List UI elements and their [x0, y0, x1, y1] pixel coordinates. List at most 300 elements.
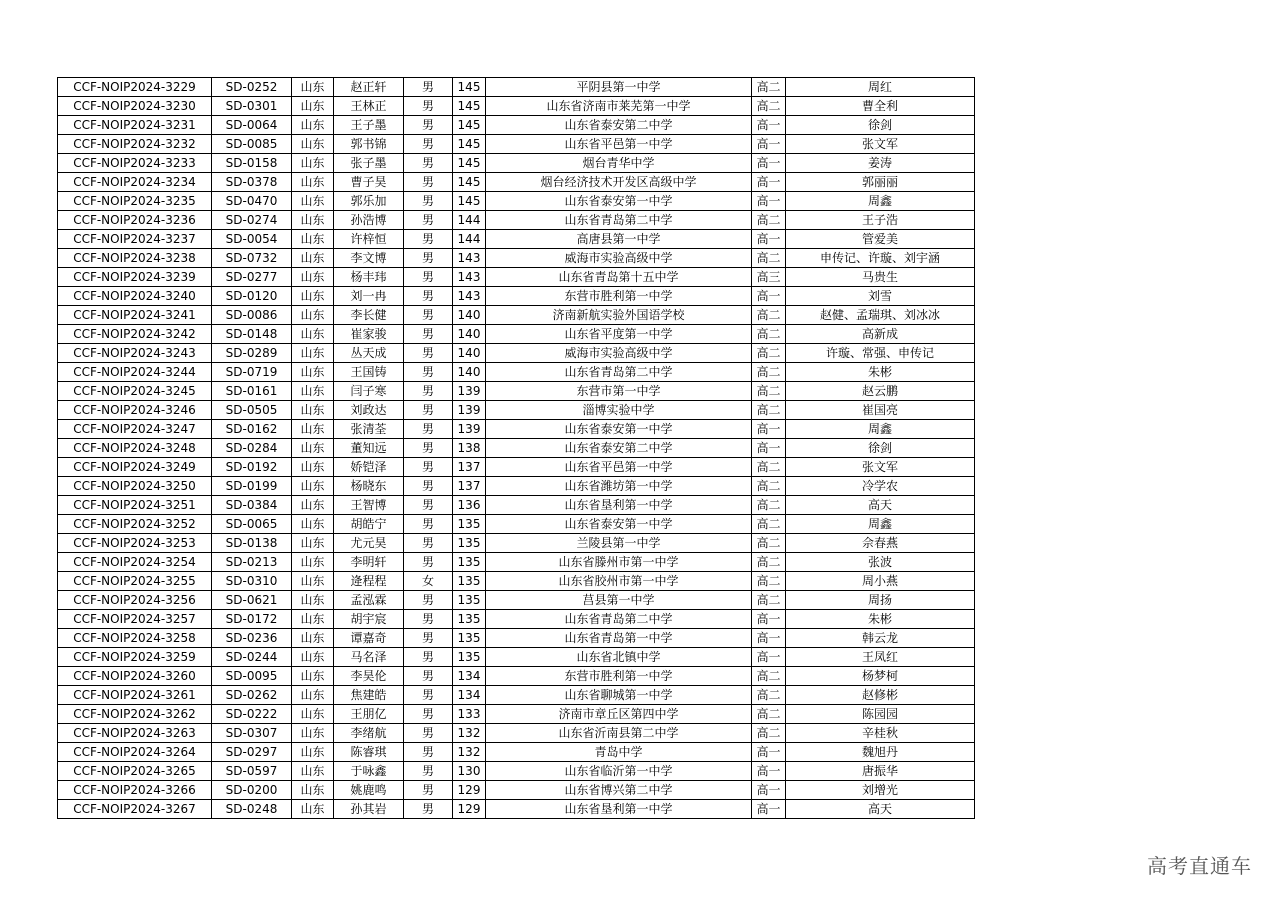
cell-school: 山东省平度第一中学 — [486, 325, 752, 344]
cell-exam-id: SD-0732 — [212, 249, 292, 268]
cell-province: 山东 — [292, 439, 334, 458]
cell-gender: 男 — [404, 154, 453, 173]
cell-grade: 高一 — [752, 800, 786, 819]
table-row — [58, 439, 975, 458]
cell-school: 烟台经济技术开发区高级中学 — [486, 173, 752, 192]
cell-province: 山东 — [292, 173, 334, 192]
cell-school: 山东省沂南县第二中学 — [486, 724, 752, 743]
cell-cert-id: CCF-NOIP2024-3238 — [58, 249, 212, 268]
cell-gender: 男 — [404, 705, 453, 724]
cell-grade: 高一 — [752, 135, 786, 154]
cell-coach: 张波 — [786, 553, 975, 572]
cell-grade: 高一 — [752, 743, 786, 762]
table-row — [58, 762, 975, 781]
cell-coach: 赵健、孟瑞琪、刘冰冰 — [786, 306, 975, 325]
cell-score: 132 — [453, 724, 486, 743]
cell-cert-id: CCF-NOIP2024-3254 — [58, 553, 212, 572]
cell-score: 137 — [453, 458, 486, 477]
cell-grade: 高二 — [752, 496, 786, 515]
cell-gender: 男 — [404, 211, 453, 230]
cell-school: 莒县第一中学 — [486, 591, 752, 610]
cell-score: 135 — [453, 648, 486, 667]
cell-province: 山东 — [292, 306, 334, 325]
cell-cert-id: CCF-NOIP2024-3258 — [58, 629, 212, 648]
cell-exam-id: SD-0120 — [212, 287, 292, 306]
cell-school: 山东省平邑第一中学 — [486, 135, 752, 154]
cell-gender: 男 — [404, 781, 453, 800]
cell-exam-id: SD-0158 — [212, 154, 292, 173]
cell-province: 山东 — [292, 458, 334, 477]
cell-coach: 周鑫 — [786, 192, 975, 211]
cell-coach: 杨梦柯 — [786, 667, 975, 686]
cell-school: 东营市胜利第一中学 — [486, 667, 752, 686]
cell-cert-id: CCF-NOIP2024-3262 — [58, 705, 212, 724]
cell-school: 山东省泰安第一中学 — [486, 192, 752, 211]
cell-score: 135 — [453, 610, 486, 629]
cell-cert-id: CCF-NOIP2024-3256 — [58, 591, 212, 610]
cell-school: 山东省泰安第一中学 — [486, 420, 752, 439]
watermark-text: 高考直通车 — [1147, 854, 1252, 878]
cell-exam-id: SD-0095 — [212, 667, 292, 686]
cell-coach: 高天 — [786, 800, 975, 819]
table-row — [58, 724, 975, 743]
cell-grade: 高二 — [752, 667, 786, 686]
cell-cert-id: CCF-NOIP2024-3264 — [58, 743, 212, 762]
cell-cert-id: CCF-NOIP2024-3263 — [58, 724, 212, 743]
cell-grade: 高一 — [752, 287, 786, 306]
cell-exam-id: SD-0307 — [212, 724, 292, 743]
cell-score: 139 — [453, 420, 486, 439]
cell-cert-id: CCF-NOIP2024-3248 — [58, 439, 212, 458]
cell-grade: 高一 — [752, 230, 786, 249]
cell-cert-id: CCF-NOIP2024-3252 — [58, 515, 212, 534]
cell-coach: 崔国亮 — [786, 401, 975, 420]
cell-cert-id: CCF-NOIP2024-3236 — [58, 211, 212, 230]
cell-school: 山东省北镇中学 — [486, 648, 752, 667]
cell-score: 143 — [453, 287, 486, 306]
cell-score: 134 — [453, 667, 486, 686]
cell-score: 133 — [453, 705, 486, 724]
cell-school: 烟台青华中学 — [486, 154, 752, 173]
cell-name: 刘政达 — [334, 401, 404, 420]
cell-exam-id: SD-0162 — [212, 420, 292, 439]
cell-coach: 管爱美 — [786, 230, 975, 249]
cell-gender: 男 — [404, 268, 453, 287]
cell-name: 曹子昊 — [334, 173, 404, 192]
cell-coach: 张文军 — [786, 135, 975, 154]
table-row — [58, 344, 975, 363]
cell-gender: 女 — [404, 572, 453, 591]
cell-gender: 男 — [404, 97, 453, 116]
cell-grade: 高二 — [752, 249, 786, 268]
cell-school: 高唐县第一中学 — [486, 230, 752, 249]
cell-cert-id: CCF-NOIP2024-3265 — [58, 762, 212, 781]
cell-exam-id: SD-0222 — [212, 705, 292, 724]
cell-grade: 高一 — [752, 762, 786, 781]
cell-name: 杨晓东 — [334, 477, 404, 496]
table-row — [58, 705, 975, 724]
cell-score: 144 — [453, 230, 486, 249]
cell-grade: 高二 — [752, 553, 786, 572]
table-row — [58, 477, 975, 496]
cell-province: 山东 — [292, 401, 334, 420]
cell-name: 郭书锦 — [334, 135, 404, 154]
cell-score: 134 — [453, 686, 486, 705]
table-row — [58, 154, 975, 173]
cell-cert-id: CCF-NOIP2024-3257 — [58, 610, 212, 629]
cell-coach: 魏旭丹 — [786, 743, 975, 762]
cell-exam-id: SD-0172 — [212, 610, 292, 629]
table-row — [58, 135, 975, 154]
cell-province: 山东 — [292, 287, 334, 306]
cell-coach: 冷学农 — [786, 477, 975, 496]
cell-gender: 男 — [404, 534, 453, 553]
cell-cert-id: CCF-NOIP2024-3246 — [58, 401, 212, 420]
cell-cert-id: CCF-NOIP2024-3261 — [58, 686, 212, 705]
cell-score: 145 — [453, 135, 486, 154]
cell-name: 逄程程 — [334, 572, 404, 591]
cell-exam-id: SD-0192 — [212, 458, 292, 477]
cell-name: 胡皓宁 — [334, 515, 404, 534]
table-body — [58, 78, 975, 819]
table-row — [58, 458, 975, 477]
cell-coach: 朱彬 — [786, 363, 975, 382]
cell-name: 李明轩 — [334, 553, 404, 572]
cell-gender: 男 — [404, 344, 453, 363]
cell-name: 姚鹿鸣 — [334, 781, 404, 800]
cell-score: 135 — [453, 629, 486, 648]
cell-name: 张清荃 — [334, 420, 404, 439]
table-row — [58, 78, 975, 97]
cell-score: 135 — [453, 515, 486, 534]
cell-score: 140 — [453, 325, 486, 344]
cell-cert-id: CCF-NOIP2024-3245 — [58, 382, 212, 401]
cell-school: 山东省青岛第一中学 — [486, 629, 752, 648]
cell-coach: 高新成 — [786, 325, 975, 344]
cell-cert-id: CCF-NOIP2024-3266 — [58, 781, 212, 800]
cell-gender: 男 — [404, 401, 453, 420]
cell-coach: 周扬 — [786, 591, 975, 610]
cell-province: 山东 — [292, 211, 334, 230]
cell-grade: 高二 — [752, 515, 786, 534]
cell-province: 山东 — [292, 515, 334, 534]
cell-gender: 男 — [404, 762, 453, 781]
cell-school: 济南市章丘区第四中学 — [486, 705, 752, 724]
cell-grade: 高二 — [752, 78, 786, 97]
cell-school: 山东省临沂第一中学 — [486, 762, 752, 781]
cell-name: 闫子寒 — [334, 382, 404, 401]
cell-province: 山东 — [292, 325, 334, 344]
cell-name: 杨丰玮 — [334, 268, 404, 287]
table-row — [58, 287, 975, 306]
cell-grade: 高三 — [752, 268, 786, 287]
cell-exam-id: SD-0054 — [212, 230, 292, 249]
cell-grade: 高一 — [752, 116, 786, 135]
cell-province: 山东 — [292, 591, 334, 610]
cell-coach: 朱彬 — [786, 610, 975, 629]
cell-grade: 高一 — [752, 648, 786, 667]
cell-school: 平阴县第一中学 — [486, 78, 752, 97]
table-row — [58, 325, 975, 344]
cell-name: 娇铠泽 — [334, 458, 404, 477]
cell-cert-id: CCF-NOIP2024-3255 — [58, 572, 212, 591]
cell-cert-id: CCF-NOIP2024-3241 — [58, 306, 212, 325]
cell-grade: 高二 — [752, 344, 786, 363]
cell-gender: 男 — [404, 648, 453, 667]
cell-exam-id: SD-0597 — [212, 762, 292, 781]
cell-name: 马名泽 — [334, 648, 404, 667]
cell-school: 山东省垦利第一中学 — [486, 800, 752, 819]
cell-gender: 男 — [404, 325, 453, 344]
cell-province: 山东 — [292, 192, 334, 211]
cell-grade: 高二 — [752, 705, 786, 724]
cell-province: 山东 — [292, 800, 334, 819]
cell-exam-id: SD-0289 — [212, 344, 292, 363]
cell-cert-id: CCF-NOIP2024-3267 — [58, 800, 212, 819]
cell-score: 137 — [453, 477, 486, 496]
cell-school: 山东省青岛第二中学 — [486, 610, 752, 629]
table-row — [58, 572, 975, 591]
cell-gender: 男 — [404, 439, 453, 458]
cell-grade: 高二 — [752, 325, 786, 344]
cell-province: 山东 — [292, 116, 334, 135]
cell-gender: 男 — [404, 610, 453, 629]
cell-name: 刘一冉 — [334, 287, 404, 306]
table-row — [58, 800, 975, 819]
cell-name: 崔家骏 — [334, 325, 404, 344]
cell-coach: 周红 — [786, 78, 975, 97]
cell-exam-id: SD-0274 — [212, 211, 292, 230]
cell-score: 140 — [453, 363, 486, 382]
cell-grade: 高二 — [752, 363, 786, 382]
cell-exam-id: SD-0064 — [212, 116, 292, 135]
cell-exam-id: SD-0284 — [212, 439, 292, 458]
cell-exam-id: SD-0200 — [212, 781, 292, 800]
cell-school: 青岛中学 — [486, 743, 752, 762]
table-row — [58, 420, 975, 439]
cell-cert-id: CCF-NOIP2024-3260 — [58, 667, 212, 686]
cell-coach: 唐振华 — [786, 762, 975, 781]
cell-province: 山东 — [292, 743, 334, 762]
cell-name: 许梓恒 — [334, 230, 404, 249]
cell-name: 尤元昊 — [334, 534, 404, 553]
cell-name: 胡宇宸 — [334, 610, 404, 629]
table-row — [58, 591, 975, 610]
cell-province: 山东 — [292, 420, 334, 439]
cell-score: 145 — [453, 97, 486, 116]
cell-gender: 男 — [404, 667, 453, 686]
cell-school: 山东省泰安第一中学 — [486, 515, 752, 534]
cell-province: 山东 — [292, 382, 334, 401]
cell-grade: 高二 — [752, 97, 786, 116]
cell-exam-id: SD-0384 — [212, 496, 292, 515]
cell-coach: 高天 — [786, 496, 975, 515]
cell-grade: 高二 — [752, 534, 786, 553]
cell-province: 山东 — [292, 135, 334, 154]
cell-school: 威海市实验高级中学 — [486, 344, 752, 363]
cell-coach: 赵修彬 — [786, 686, 975, 705]
cell-gender: 男 — [404, 173, 453, 192]
cell-name: 王国铸 — [334, 363, 404, 382]
cell-province: 山东 — [292, 667, 334, 686]
cell-coach: 周鑫 — [786, 515, 975, 534]
cell-score: 143 — [453, 249, 486, 268]
table-row — [58, 211, 975, 230]
table-row — [58, 382, 975, 401]
table-row — [58, 306, 975, 325]
cell-school: 山东省青岛第二中学 — [486, 211, 752, 230]
cell-province: 山东 — [292, 762, 334, 781]
cell-grade: 高二 — [752, 306, 786, 325]
cell-gender: 男 — [404, 477, 453, 496]
cell-exam-id: SD-0378 — [212, 173, 292, 192]
cell-score: 145 — [453, 192, 486, 211]
cell-name: 孙其岩 — [334, 800, 404, 819]
cell-school: 山东省青岛第二中学 — [486, 363, 752, 382]
cell-gender: 男 — [404, 724, 453, 743]
cell-gender: 男 — [404, 363, 453, 382]
cell-name: 孙浩博 — [334, 211, 404, 230]
cell-grade: 高一 — [752, 420, 786, 439]
cell-grade: 高一 — [752, 192, 786, 211]
cell-province: 山东 — [292, 154, 334, 173]
cell-cert-id: CCF-NOIP2024-3233 — [58, 154, 212, 173]
cell-province: 山东 — [292, 363, 334, 382]
cell-name: 王子墨 — [334, 116, 404, 135]
cell-grade: 高一 — [752, 781, 786, 800]
cell-name: 李绪航 — [334, 724, 404, 743]
cell-grade: 高二 — [752, 477, 786, 496]
cell-exam-id: SD-0719 — [212, 363, 292, 382]
cell-gender: 男 — [404, 458, 453, 477]
cell-exam-id: SD-0621 — [212, 591, 292, 610]
cell-name: 王林正 — [334, 97, 404, 116]
cell-province: 山东 — [292, 496, 334, 515]
cell-school: 山东省滕州市第一中学 — [486, 553, 752, 572]
cell-score: 144 — [453, 211, 486, 230]
cell-cert-id: CCF-NOIP2024-3234 — [58, 173, 212, 192]
cell-exam-id: SD-0252 — [212, 78, 292, 97]
cell-exam-id: SD-0085 — [212, 135, 292, 154]
cell-gender: 男 — [404, 800, 453, 819]
cell-score: 136 — [453, 496, 486, 515]
table-row — [58, 610, 975, 629]
cell-name: 于咏鑫 — [334, 762, 404, 781]
cell-exam-id: SD-0262 — [212, 686, 292, 705]
cell-school: 山东省胶州市第一中学 — [486, 572, 752, 591]
cell-cert-id: CCF-NOIP2024-3250 — [58, 477, 212, 496]
table-row — [58, 553, 975, 572]
table-row — [58, 629, 975, 648]
cell-gender: 男 — [404, 496, 453, 515]
cell-school: 东营市第一中学 — [486, 382, 752, 401]
cell-score: 143 — [453, 268, 486, 287]
cell-score: 135 — [453, 572, 486, 591]
cell-coach: 马贵生 — [786, 268, 975, 287]
table-row — [58, 401, 975, 420]
cell-coach: 陈园园 — [786, 705, 975, 724]
cell-province: 山东 — [292, 553, 334, 572]
cell-score: 140 — [453, 306, 486, 325]
cell-exam-id: SD-0301 — [212, 97, 292, 116]
cell-score: 145 — [453, 116, 486, 135]
cell-gender: 男 — [404, 382, 453, 401]
cell-score: 129 — [453, 800, 486, 819]
cell-grade: 高二 — [752, 382, 786, 401]
cell-score: 135 — [453, 553, 486, 572]
cell-name: 王智博 — [334, 496, 404, 515]
cell-name: 李长健 — [334, 306, 404, 325]
cell-exam-id: SD-0470 — [212, 192, 292, 211]
cell-cert-id: CCF-NOIP2024-3230 — [58, 97, 212, 116]
results-table — [57, 77, 975, 819]
cell-name: 李文博 — [334, 249, 404, 268]
cell-gender: 男 — [404, 591, 453, 610]
cell-exam-id: SD-0148 — [212, 325, 292, 344]
cell-province: 山东 — [292, 572, 334, 591]
cell-coach: 王凤红 — [786, 648, 975, 667]
cell-name: 董知远 — [334, 439, 404, 458]
cell-province: 山东 — [292, 610, 334, 629]
cell-grade: 高一 — [752, 629, 786, 648]
table-row — [58, 743, 975, 762]
table-row — [58, 97, 975, 116]
cell-province: 山东 — [292, 705, 334, 724]
cell-coach: 辛桂秋 — [786, 724, 975, 743]
cell-coach: 佘春燕 — [786, 534, 975, 553]
cell-cert-id: CCF-NOIP2024-3259 — [58, 648, 212, 667]
cell-gender: 男 — [404, 287, 453, 306]
cell-province: 山东 — [292, 477, 334, 496]
cell-gender: 男 — [404, 230, 453, 249]
cell-score: 145 — [453, 78, 486, 97]
cell-province: 山东 — [292, 686, 334, 705]
cell-coach: 许璇、常强、申传记 — [786, 344, 975, 363]
table-row — [58, 686, 975, 705]
cell-exam-id: SD-0065 — [212, 515, 292, 534]
cell-score: 138 — [453, 439, 486, 458]
cell-cert-id: CCF-NOIP2024-3249 — [58, 458, 212, 477]
cell-school: 淄博实验中学 — [486, 401, 752, 420]
cell-coach: 韩云龙 — [786, 629, 975, 648]
cell-score: 145 — [453, 173, 486, 192]
cell-gender: 男 — [404, 515, 453, 534]
cell-score: 139 — [453, 401, 486, 420]
table-row — [58, 648, 975, 667]
cell-gender: 男 — [404, 249, 453, 268]
cell-cert-id: CCF-NOIP2024-3229 — [58, 78, 212, 97]
cell-score: 135 — [453, 534, 486, 553]
table-row — [58, 515, 975, 534]
cell-gender: 男 — [404, 116, 453, 135]
cell-cert-id: CCF-NOIP2024-3242 — [58, 325, 212, 344]
cell-exam-id: SD-0236 — [212, 629, 292, 648]
cell-gender: 男 — [404, 192, 453, 211]
cell-score: 140 — [453, 344, 486, 363]
cell-cert-id: CCF-NOIP2024-3235 — [58, 192, 212, 211]
cell-exam-id: SD-0199 — [212, 477, 292, 496]
cell-cert-id: CCF-NOIP2024-3232 — [58, 135, 212, 154]
cell-cert-id: CCF-NOIP2024-3244 — [58, 363, 212, 382]
cell-school: 济南新航实验外国语学校 — [486, 306, 752, 325]
cell-school: 兰陵县第一中学 — [486, 534, 752, 553]
cell-name: 张子墨 — [334, 154, 404, 173]
cell-exam-id: SD-0213 — [212, 553, 292, 572]
cell-province: 山东 — [292, 344, 334, 363]
cell-gender: 男 — [404, 306, 453, 325]
cell-name: 丛天成 — [334, 344, 404, 363]
cell-score: 135 — [453, 591, 486, 610]
